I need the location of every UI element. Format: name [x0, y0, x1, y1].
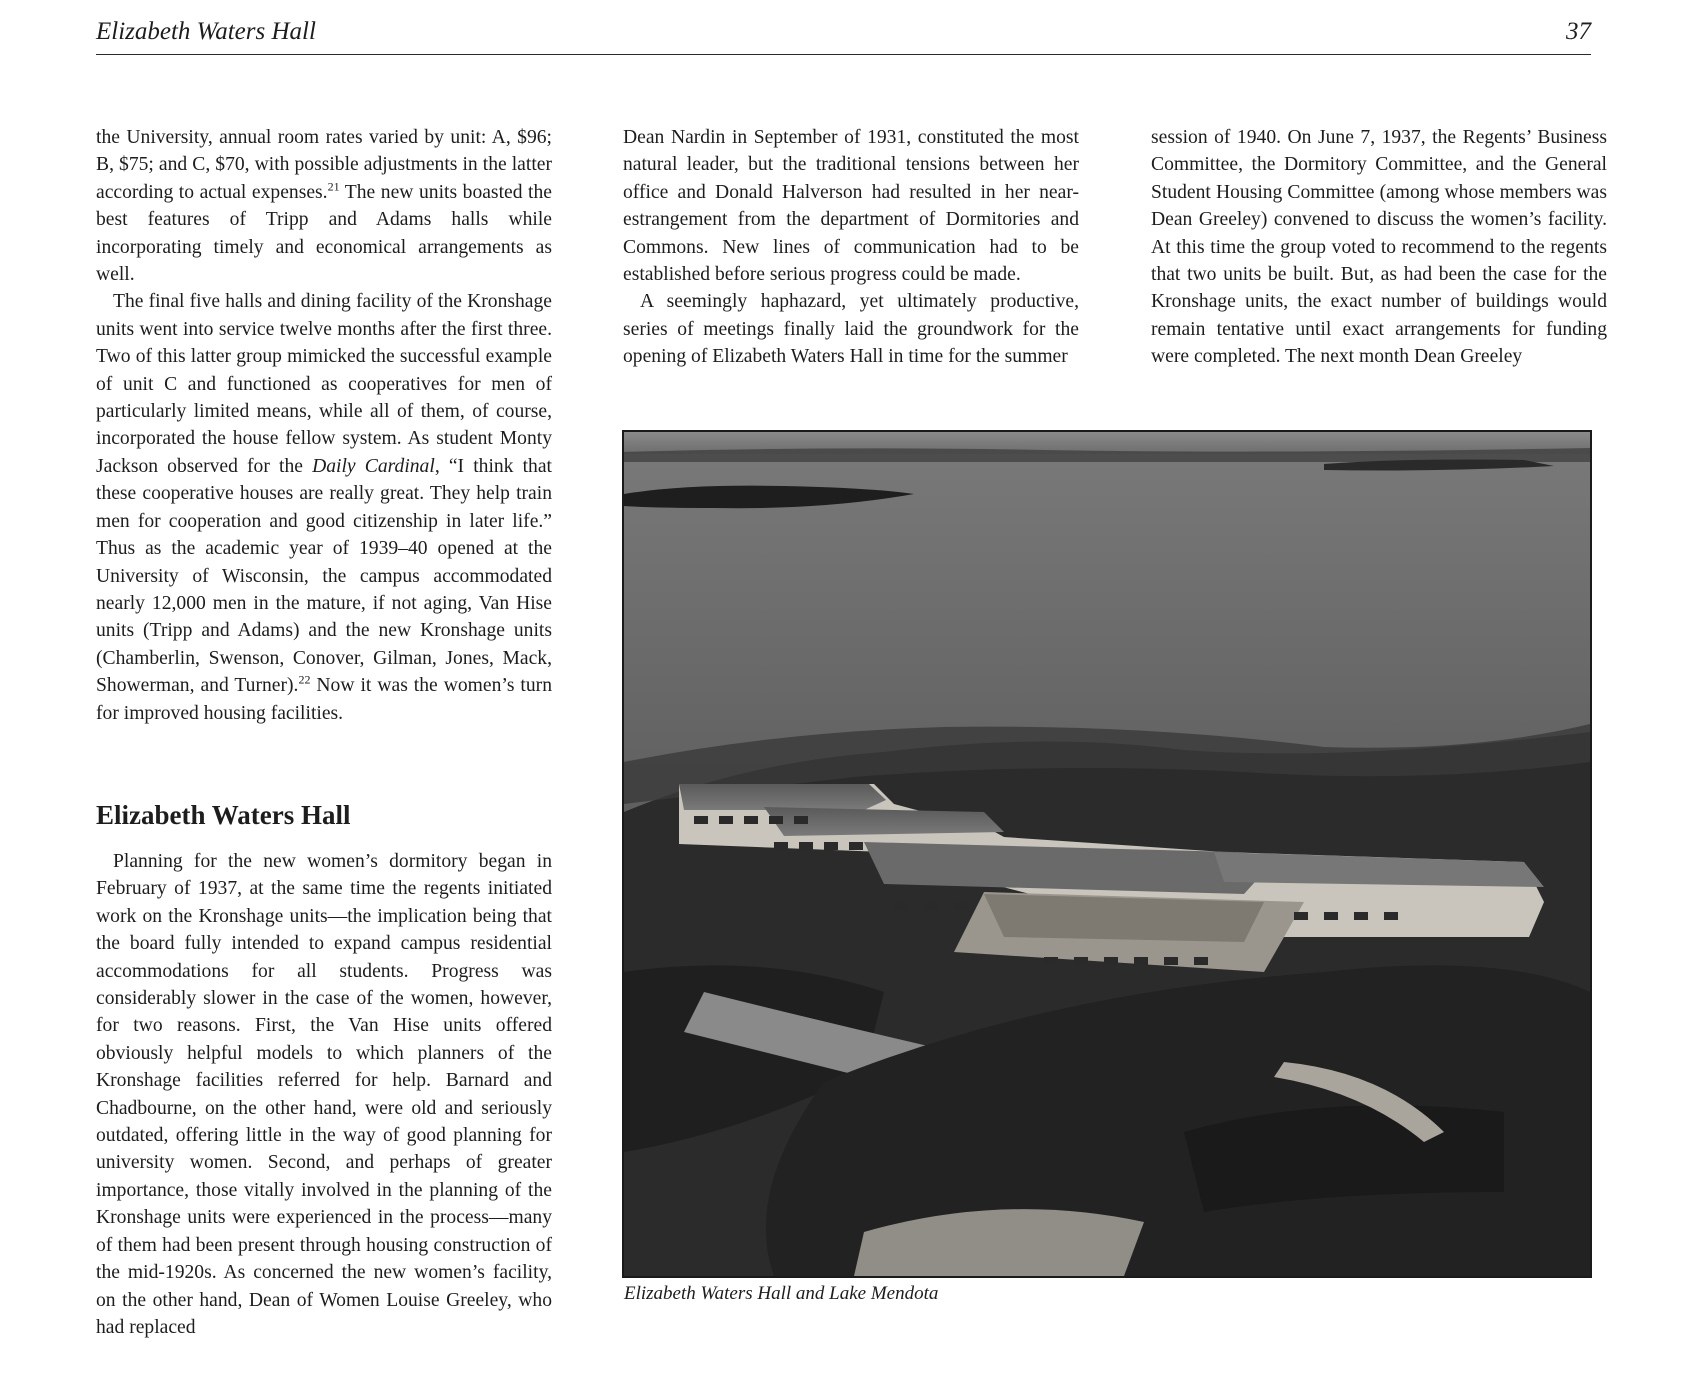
paragraph: the University, annual room rates varied by unit: A, $96; B, $75; and C, $70, with possible adjustments in the latter according to actual expenses.$^{21}$ The new units boasted the best features of Tripp and Adams halls while incorporating timely and economical arrangements as well. — [96, 127, 552, 286]
paragraph: The final five halls and dining facility of the Kronshage units went into service twelve months after the first three. Two of this latter group mimicked the successful example of unit C and functioned as cooperatives for men of particularly limited means, while all of them, of course, incorporated the house fellow system. As student Monty Jackson observed for the Daily Cardinal, “I think that these cooperative houses are really great. They help train men for cooperation and good citizenship in later life.” Thus as the academic year of 1939–40 opened at the University of Wisconsin, the campus accommodated nearly 12,000 men in the mature, if not aging, Van Hise units (Tripp and Adams) and the new Kronshage units (Chamberlin, Swenson, Conover, Gilman, Jones, Mack, Showerman, and Turner).$^{22}$ Now it was the women’s turn for improved housing facilities. — [96, 291, 552, 724]
paragraph: Dean Nardin in September of 1931, constituted the most natural leader, but the traditional tensions between her office and Donald Halverson had resulted in her near-estrangement from the department of Dormitories and Commons. New lines of communication had to be established before serious progress could be made. — [623, 127, 1079, 286]
running-head — [96, 16, 1591, 55]
page-number: 37 — [1566, 18, 1591, 45]
running-head-title: Elizabeth Waters Hall — [96, 18, 316, 45]
paragraph: session of 1940. On June 7, 1937, the Regents’ Business Committee, the Dormitory Committee, and the General Student Housing Committee (among whose members was Dean Greeley) convened to discuss the women’s facility. At this time the group voted to recommend to the regents that two units be built. But, as had been the case for the Kronshage units, the exact number of buildings would remain tentative until exact arrangements for funding were completed. The next month Dean Greeley — [1151, 127, 1607, 368]
column-3 — [1151, 124, 1607, 371]
publication-title: Daily Cardinal — [312, 455, 435, 477]
column-1 — [96, 124, 552, 727]
paragraph: A seemingly haphazard, yet ultimately productive, series of meetings finally laid the groundwork for the opening of Elizabeth Waters Hall in time for the summer — [623, 291, 1079, 368]
column-2 — [623, 124, 1079, 371]
section-heading: Elizabeth Waters Hall — [96, 800, 351, 830]
paragraph: Planning for the new women’s dormitory began in February of 1937, at the same time the regents initiated work on the Kronshage units—the implication being that the board fully intended to expand campus residential accommodations for all students. Progress was considerably slower in the case of the women, however, for two reasons. First, the Van Hise units offered obviously helpful models to which planners of the Kronshage facilities referred for help. Barnard and Chadbourne, on the other hand, were old and seriously outdated, offering little in the way of good planning for university women. Second, and perhaps of greater importance, those vitally involved in the planning of the Kronshage units were experienced in the process—many of them had been present through housing construction of the mid-1920s. As concerned the new women’s facility, on the other hand, Dean of Women Louise Greeley, who had replaced — [96, 851, 552, 1338]
footnote-ref[interactable]: 22 — [298, 672, 311, 687]
figure-caption: Elizabeth Waters Hall and Lake Mendota — [624, 1283, 939, 1304]
section-elizabeth-waters-hall — [96, 800, 552, 1375]
aerial-photo — [622, 430, 1592, 1278]
footnote-ref[interactable]: 21 — [327, 179, 340, 194]
